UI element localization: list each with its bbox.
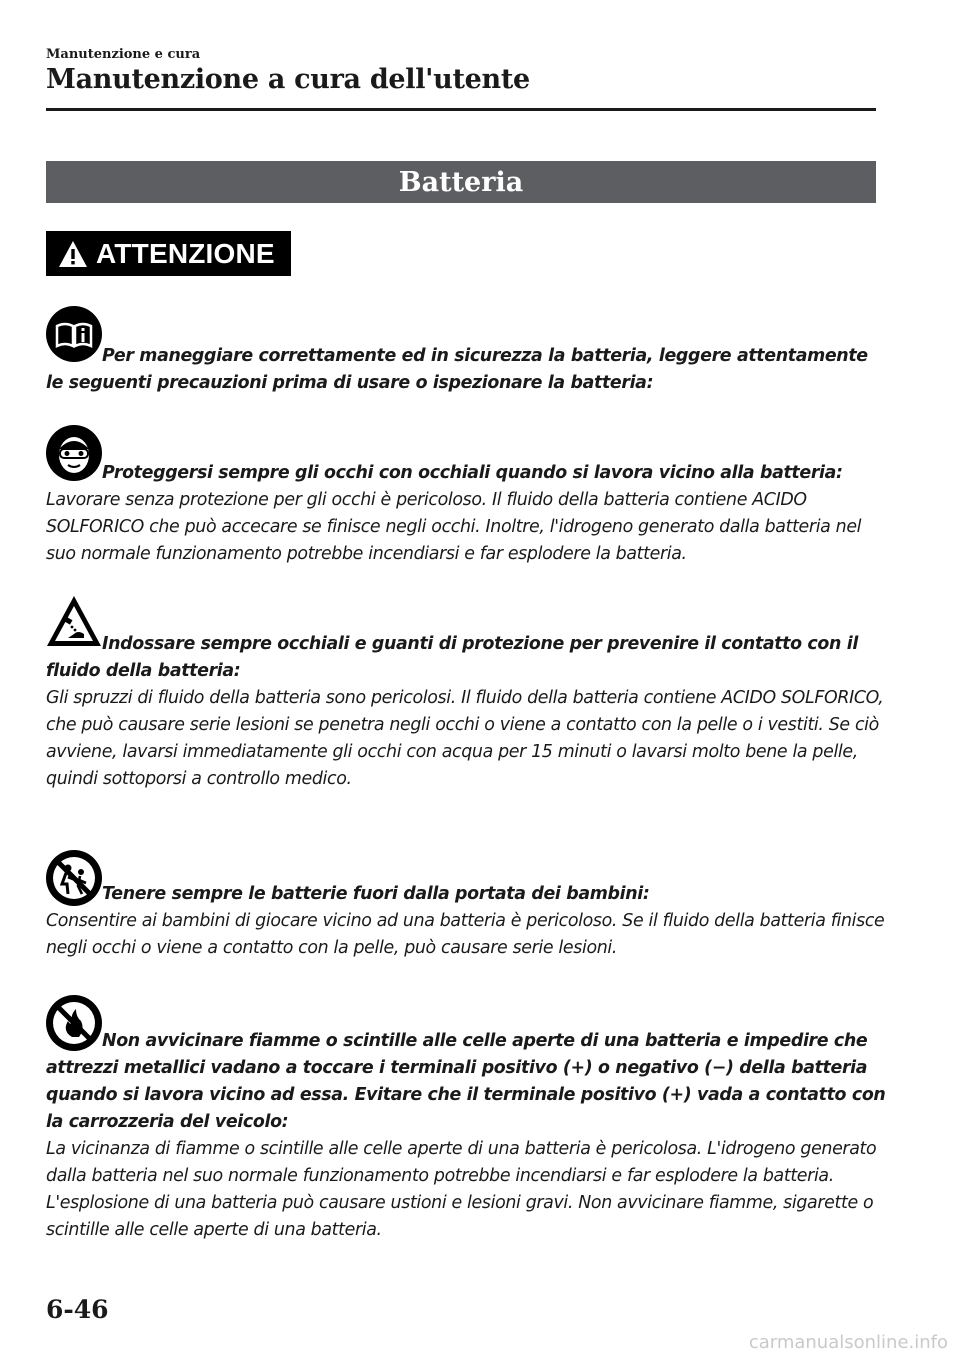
page-title: Manutenzione a cura dell'utente (46, 64, 530, 95)
precaution-body: Consentire ai bambini di giocare vicino ad una batteria è pericoloso. Se il fluido della batteria finisce negli occhi o viene a contatto con la pelle, può causare serie lesioni. (46, 911, 885, 958)
chapter-label: Manutenzione e cura (46, 47, 201, 62)
page-number: 6-46 (46, 1295, 109, 1324)
section-header (46, 161, 876, 203)
precaution-heading: Indossare sempre occhiali e guanti di protezione per prevenire il contatto con il fluido della batteria: (46, 634, 858, 681)
precaution-heading: Tenere sempre le batterie fuori dalla portata dei bambini: (102, 884, 650, 904)
watermark: carmanualsonline.info (748, 1332, 948, 1353)
manual-book-icon (46, 306, 102, 362)
eye-protection-icon (46, 425, 102, 481)
precaution-heading: Proteggersi sempre gli occhi con occhiali quando si lavora vicino alla batteria: (102, 463, 843, 483)
precaution-body: Gli spruzzi di fluido della batteria sono pericolosi. Il fluido della batteria contiene ACIDO SOLFORICO, che può causare serie lesioni se penetra negli occhi o viene a contatto con la pelle o i vestiti. Se ciò avviene, lavarsi immediatamente gli occhi con acqua per 15 minuti o lavarsi molto bene la pelle, quindi sottoporsi a controllo medico. (46, 688, 884, 789)
title-divider (46, 108, 876, 111)
precaution-item (46, 306, 886, 397)
warning-banner (46, 231, 291, 276)
no-flame-icon (46, 995, 102, 1051)
precaution-body: La vicinanza di fiamme o scintille alle celle aperte di una batteria è pericolosa. L'idrogeno generato dalla batteria nel suo normale funzionamento potrebbe incendiarsi e far esplodere la batteria. L'esplosione di una batteria può causare ustioni e lesioni gravi. Non avvicinare fiamme, sigarette o scintille alle celle aperte di una batteria. (46, 1139, 877, 1240)
precaution-item (46, 425, 886, 568)
precaution-heading: Per maneggiare correttamente ed in sicurezza la batteria, leggere attentamente le seguenti precauzioni prima di usare o ispezionare la batteria: (46, 346, 868, 393)
precaution-item (46, 594, 886, 793)
corrosive-acid-icon (46, 594, 102, 650)
no-children-icon (46, 850, 102, 906)
warning-label: ATTENZIONE (96, 237, 275, 269)
section-title: Batteria (398, 166, 524, 198)
precaution-item (46, 995, 886, 1244)
precaution-item (46, 850, 886, 962)
precaution-body: Lavorare senza protezione per gli occhi è pericoloso. Il fluido della batteria contiene ACIDO SOLFORICO che può accecare se finisce negli occhi. Inoltre, l'idrogeno generato dalla batteria nel suo normale funzionamento potrebbe incendiarsi e far esplodere la batteria. (46, 490, 862, 564)
precaution-heading: Non avvicinare fiamme o scintille alle celle aperte di una batteria e impedire che attrezzi metallici vadano a toccare i terminali positivo (+) o negativo (−) della batteria quando si lavora vicino ad essa. Evitare che il terminale positivo (+) vada a contatto con la carrozzeria del veicolo: (46, 1031, 886, 1132)
warning-triangle-icon (58, 240, 88, 268)
